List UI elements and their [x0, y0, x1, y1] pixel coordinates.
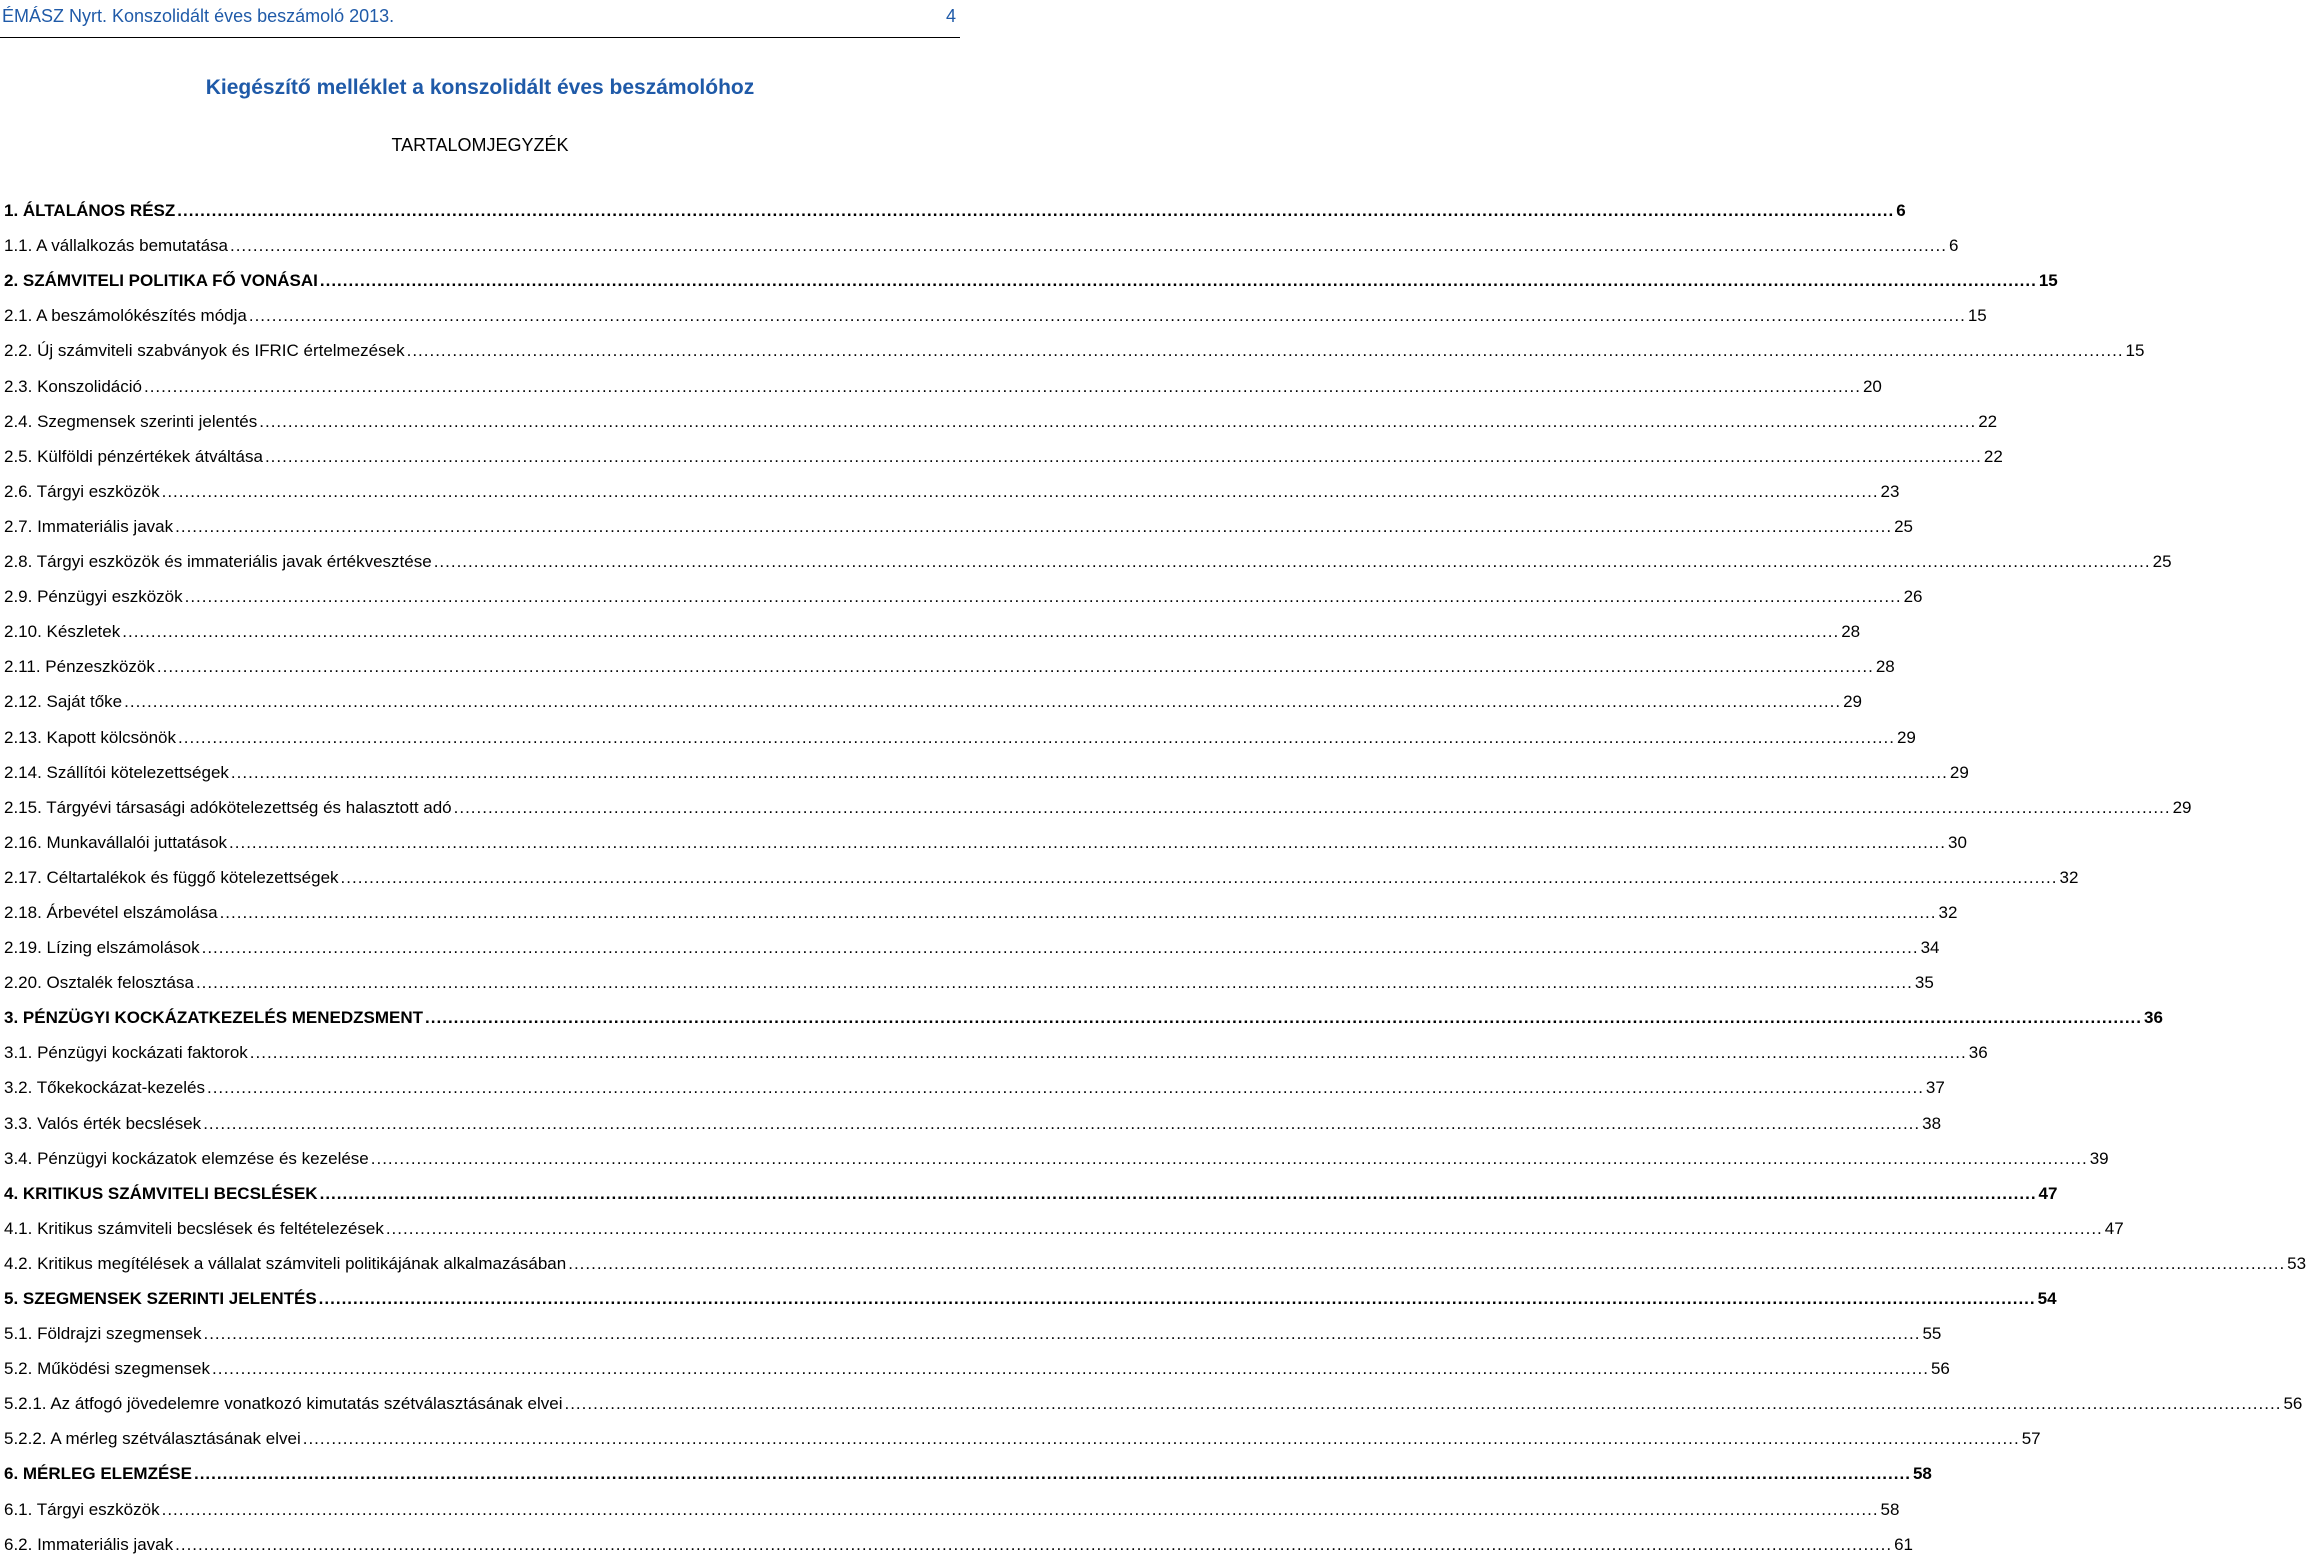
toc-entry[interactable]: [4, 859, 2079, 894]
toc-entry[interactable]: [4, 1420, 2041, 1455]
toc-entry-label: 3. PÉNZÜGYI KOCKÁZATKEZELÉS MENEDZSMENT: [4, 1008, 424, 1028]
toc-entry[interactable]: [4, 1350, 1950, 1385]
toc-entry-label: 5.2.1. Az átfogó jövedelemre vonatkozó kimutatás szétválasztásának elvei: [4, 1394, 563, 1414]
toc-dot-leader: ............................................................................................................................................................................................................................................................................................................: [161, 481, 1879, 501]
toc-dot-leader: ............................................................................................................................................................................................................................................................................................................: [318, 1289, 2036, 1308]
toc-dot-leader: ............................................................................................................................................................................................................................................................................................................: [177, 201, 1895, 221]
toc-dot-leader: ............................................................................................................................................................................................................................................................................................................: [433, 552, 2151, 572]
toc-dot-leader: ............................................................................................................................................................................................................................................................................................................: [161, 1499, 1879, 1519]
toc-entry-page: 37: [1925, 1078, 1945, 1098]
toc-dot-leader: ............................................................................................................................................................................................................................................................................................................: [229, 236, 1947, 256]
toc-entry[interactable]: [4, 648, 1895, 683]
toc-entry-label: 2.6. Tárgyi eszközök: [4, 481, 160, 501]
toc-entry[interactable]: [4, 403, 1998, 438]
toc-dot-leader: ............................................................................................................................................................................................................................................................................................................: [248, 306, 1966, 326]
toc-entry-label: 5.2. Működési szegmensek: [4, 1359, 210, 1379]
toc-entry-label: 2.14. Szállítói kötelezettségek: [4, 762, 229, 782]
toc-entry-page: 34: [1920, 938, 1940, 958]
toc-entry-label: 1. ÁLTALÁNOS RÉSZ: [4, 201, 176, 221]
toc-dot-leader: ............................................................................................................................................................................................................................................................................................................: [385, 1218, 2103, 1238]
toc-entry[interactable]: [4, 964, 1934, 999]
toc-dot-leader: ............................................................................................................................................................................................................................................................................................................: [340, 867, 2058, 887]
toc-entry[interactable]: [4, 438, 2003, 473]
toc-dot-leader: ............................................................................................................................................................................................................................................................................................................: [370, 1148, 2088, 1168]
toc-dot-leader: ............................................................................................................................................................................................................................................................................................................: [156, 657, 1874, 677]
toc-entry-label: 6.2. Immateriális javak: [4, 1534, 174, 1554]
toc-entry-label: 2.18. Árbevétel elszámolása: [4, 902, 218, 922]
toc-entry[interactable]: [4, 1280, 2057, 1315]
toc-entry-label: 2. SZÁMVITELI POLITIKA FŐ VONÁSAI: [4, 271, 318, 291]
toc-dot-leader: ............................................................................................................................................................................................................................................................................................................: [195, 973, 1913, 993]
toc-entry[interactable]: [4, 1104, 1942, 1139]
toc-entry-label: 4.1. Kritikus számviteli becslések és feltételezések: [4, 1218, 384, 1238]
toc-entry[interactable]: [4, 1245, 2306, 1280]
toc-entry-label: 3.1. Pénzügyi kockázati faktorok: [4, 1043, 248, 1063]
toc-entry[interactable]: [4, 1140, 2109, 1175]
toc-entry-label: 2.11. Pénzeszközök: [4, 657, 155, 677]
toc-entry-label: 4.2. Kritikus megítélések a vállalat számviteli politikájának alkalmazásában: [4, 1253, 567, 1273]
toc-dot-leader: ............................................................................................................................................................................................................................................................................................................: [178, 727, 1895, 747]
toc-entry-label: 2.4. Szegmensek szerinti jelentés: [4, 411, 258, 431]
toc-dot-leader: ............................................................................................................................................................................................................................................................................................................: [184, 587, 1902, 607]
toc-dot-leader: ............................................................................................................................................................................................................................................................................................................: [564, 1394, 2282, 1414]
toc-entry-label: 2.1. A beszámolókészítés módja: [4, 306, 247, 326]
toc-entry[interactable]: [4, 683, 1863, 718]
toc-entry-page: 58: [1880, 1499, 1900, 1519]
toc-entry-page: 38: [1922, 1113, 1942, 1133]
toc-entry[interactable]: [4, 262, 2058, 297]
toc-dot-leader: ............................................................................................................................................................................................................................................................................................................: [259, 411, 1977, 431]
toc-entry-page: 15: [2125, 341, 2145, 361]
toc-entry[interactable]: [4, 543, 2172, 578]
toc-entry-page: 29: [1949, 762, 1969, 782]
toc-dot-leader: ............................................................................................................................................................................................................................................................................................................: [568, 1253, 2286, 1273]
toc-entry-page: 32: [2059, 867, 2079, 887]
toc-entry-page: 53: [2287, 1253, 2306, 1273]
toc-dot-leader: ............................................................................................................................................................................................................................................................................................................: [319, 271, 2037, 291]
toc-entry[interactable]: [4, 1034, 1988, 1069]
toc-entry[interactable]: [4, 1069, 1945, 1104]
toc-dot-leader: ............................................................................................................................................................................................................................................................................................................: [425, 1008, 2142, 1028]
toc-entry-page: 20: [1862, 376, 1882, 396]
toc-entry-page: 57: [2021, 1429, 2041, 1449]
toc-entry[interactable]: [4, 578, 1923, 613]
toc-entry-page: 15: [2038, 271, 2058, 291]
toc-entry-page: 29: [1843, 692, 1863, 712]
toc-dot-leader: ............................................................................................................................................................................................................................................................................................................: [143, 376, 1861, 396]
toc-entry[interactable]: [4, 929, 1940, 964]
toc-entry-label: 5.1. Földrajzi szegmensek: [4, 1324, 202, 1344]
toc-heading: TARTALOMJEGYZÉK: [391, 135, 569, 155]
toc-dot-leader: ............................................................................................................................................................................................................................................................................................................: [124, 692, 1842, 712]
toc-entry-page: 25: [2152, 552, 2172, 572]
toc-entry-label: 2.13. Kapott kölcsönök: [4, 727, 177, 747]
toc-entry-label: 6. MÉRLEG ELEMZÉSE: [4, 1464, 192, 1484]
toc-dot-leader: ............................................................................................................................................................................................................................................................................................................: [264, 446, 1982, 466]
toc-dot-leader: ............................................................................................................................................................................................................................................................................................................: [206, 1078, 1924, 1098]
toc-entry[interactable]: [4, 1315, 1942, 1350]
toc-entry[interactable]: [4, 718, 1916, 753]
toc-entry[interactable]: [4, 332, 2145, 367]
toc-dot-leader: ............................................................................................................................................................................................................................................................................................................: [175, 1534, 1893, 1554]
toc-entry[interactable]: [4, 473, 1900, 508]
toc-dot-leader: ............................................................................................................................................................................................................................................................................................................: [175, 516, 1893, 536]
toc-entry-page: 22: [1983, 446, 2003, 466]
toc-entry-label: 2.16. Munkavállalói juttatások: [4, 832, 228, 852]
toc-entry-label: 2.8. Tárgyi eszközök és immateriális javak értékvesztése: [4, 552, 432, 572]
toc-entry-label: 2.19. Lízing elszámolások: [4, 938, 200, 958]
toc-entry[interactable]: [4, 824, 1967, 859]
toc-entry-page: 47: [2104, 1218, 2124, 1238]
header-title: ÉMÁSZ Nyrt. Konszolidált éves beszámoló 2013.: [2, 6, 395, 26]
toc-entry-label: 5. SZEGMENSEK SZERINTI JELENTÉS: [4, 1289, 317, 1308]
document-title: Kiegészítő melléklet a konszolidált éves beszámolóhoz: [205, 76, 755, 99]
toc-dot-leader: ............................................................................................................................................................................................................................................................................................................: [212, 1359, 1929, 1379]
toc-entry-page: 6: [1948, 236, 1959, 256]
toc-dot-leader: ............................................................................................................................................................................................................................................................................................................: [201, 938, 1919, 958]
toc-entry[interactable]: [4, 192, 1906, 227]
toc-entry[interactable]: [4, 508, 1913, 543]
toc-entry-page: 23: [1880, 481, 1900, 501]
toc-entry-label: 2.5. Külföldi pénzértékek átváltása: [4, 446, 263, 466]
toc-entry-label: 2.10. Készletek: [4, 622, 121, 642]
toc-entry-page: 36: [1968, 1043, 1988, 1063]
toc-entry[interactable]: [4, 1490, 1900, 1525]
toc-dot-leader: ............................................................................................................................................................................................................................................................................................................: [453, 797, 2171, 817]
toc-entry-page: 30: [1947, 832, 1967, 852]
toc-dot-leader: ............................................................................................................................................................................................................................................................................................................: [193, 1464, 1911, 1484]
toc-entry-label: 2.15. Tárgyévi társasági adókötelezettség és halasztott adó: [4, 797, 452, 817]
toc-entry-page: 15: [1967, 306, 1987, 326]
toc-entry-page: 28: [1875, 657, 1895, 677]
toc-entry[interactable]: [4, 297, 1987, 332]
toc-entry[interactable]: [4, 1175, 2058, 1210]
toc-entry-page: 29: [2172, 797, 2192, 817]
page-header: [0, 0, 960, 38]
toc-entry-label: 4. KRITIKUS SZÁMVITELI BECSLÉSEK: [4, 1183, 318, 1203]
toc-entry-page: 58: [1912, 1464, 1932, 1484]
toc-entry-label: 2.9. Pénzügyi eszközök: [4, 587, 183, 607]
toc-entry-page: 32: [1938, 902, 1958, 922]
toc-entry-page: 35: [1914, 973, 1934, 993]
toc-dot-leader: ............................................................................................................................................................................................................................................................................................................: [203, 1324, 1921, 1344]
table-of-contents: [4, 192, 2306, 1561]
toc-entry-label: 3.3. Valós érték becslések: [4, 1113, 202, 1133]
toc-entry-page: 28: [1841, 622, 1861, 642]
toc-entry-label: 2.20. Osztalék felosztása: [4, 973, 194, 993]
toc-entry[interactable]: [4, 367, 1882, 402]
toc-entry-page: 47: [2038, 1183, 2058, 1203]
toc-dot-leader: ............................................................................................................................................................................................................................................................................................................: [230, 762, 1948, 782]
toc-entry-label: 2.17. Céltartalékok és függő kötelezettségek: [4, 867, 339, 887]
toc-entry[interactable]: [4, 789, 2192, 824]
toc-entry-page: 39: [2089, 1148, 2109, 1168]
toc-entry-page: 56: [2283, 1394, 2303, 1414]
toc-entry[interactable]: [4, 1455, 1932, 1490]
toc-dot-leader: ............................................................................................................................................................................................................................................................................................................: [406, 341, 2124, 361]
toc-entry-page: 29: [1896, 727, 1916, 747]
toc-entry-page: 22: [1978, 411, 1998, 431]
toc-entry-page: 26: [1903, 587, 1923, 607]
toc-entry-label: 1.1. A vállalkozás bemutatása: [4, 236, 228, 256]
toc-entry[interactable]: [4, 999, 2163, 1034]
toc-entry-label: 3.2. Tőkekockázat-kezelés: [4, 1078, 205, 1098]
toc-entry-page: 54: [2037, 1289, 2057, 1308]
toc-entry[interactable]: [4, 754, 1969, 789]
toc-dot-leader: ............................................................................................................................................................................................................................................................................................................: [302, 1429, 2020, 1449]
toc-entry[interactable]: [4, 894, 1958, 929]
toc-dot-leader: ............................................................................................................................................................................................................................................................................................................: [219, 902, 1937, 922]
toc-entry-page: 56: [1930, 1359, 1950, 1379]
toc-entry[interactable]: [4, 227, 1959, 262]
toc-entry-page: 6: [1896, 201, 1906, 221]
toc-entry-label: 3.4. Pénzügyi kockázatok elemzése és kezelése: [4, 1148, 369, 1168]
toc-entry-label: 2.2. Új számviteli szabványok és IFRIC értelmezések: [4, 341, 405, 361]
toc-entry-page: 25: [1894, 516, 1913, 536]
toc-entry-label: 6.1. Tárgyi eszközök: [4, 1499, 160, 1519]
toc-dot-leader: ............................................................................................................................................................................................................................................................................................................: [319, 1183, 2037, 1203]
toc-dot-leader: ............................................................................................................................................................................................................................................................................................................: [203, 1113, 1921, 1133]
header-page-number: 4: [945, 6, 956, 26]
toc-entry-label: 2.3. Konszolidáció: [4, 376, 142, 396]
toc-entry-page: 36: [2144, 1008, 2163, 1028]
toc-entry[interactable]: [4, 613, 1861, 648]
toc-entry[interactable]: [4, 1210, 2124, 1245]
toc-entry-label: 5.2.2. A mérleg szétválasztásának elvei: [4, 1429, 301, 1449]
toc-entry[interactable]: [4, 1526, 1913, 1561]
toc-entry-page: 55: [1922, 1324, 1942, 1344]
toc-entry[interactable]: [4, 1385, 2303, 1420]
toc-dot-leader: ............................................................................................................................................................................................................................................................................................................: [229, 832, 1946, 852]
toc-dot-leader: ............................................................................................................................................................................................................................................................................................................: [249, 1043, 1967, 1063]
toc-entry-label: 2.7. Immateriális javak: [4, 516, 174, 536]
toc-entry-label: 2.12. Saját tőke: [4, 692, 123, 712]
toc-dot-leader: ............................................................................................................................................................................................................................................................................................................: [122, 622, 1840, 642]
toc-entry-page: 61: [1894, 1534, 1913, 1554]
